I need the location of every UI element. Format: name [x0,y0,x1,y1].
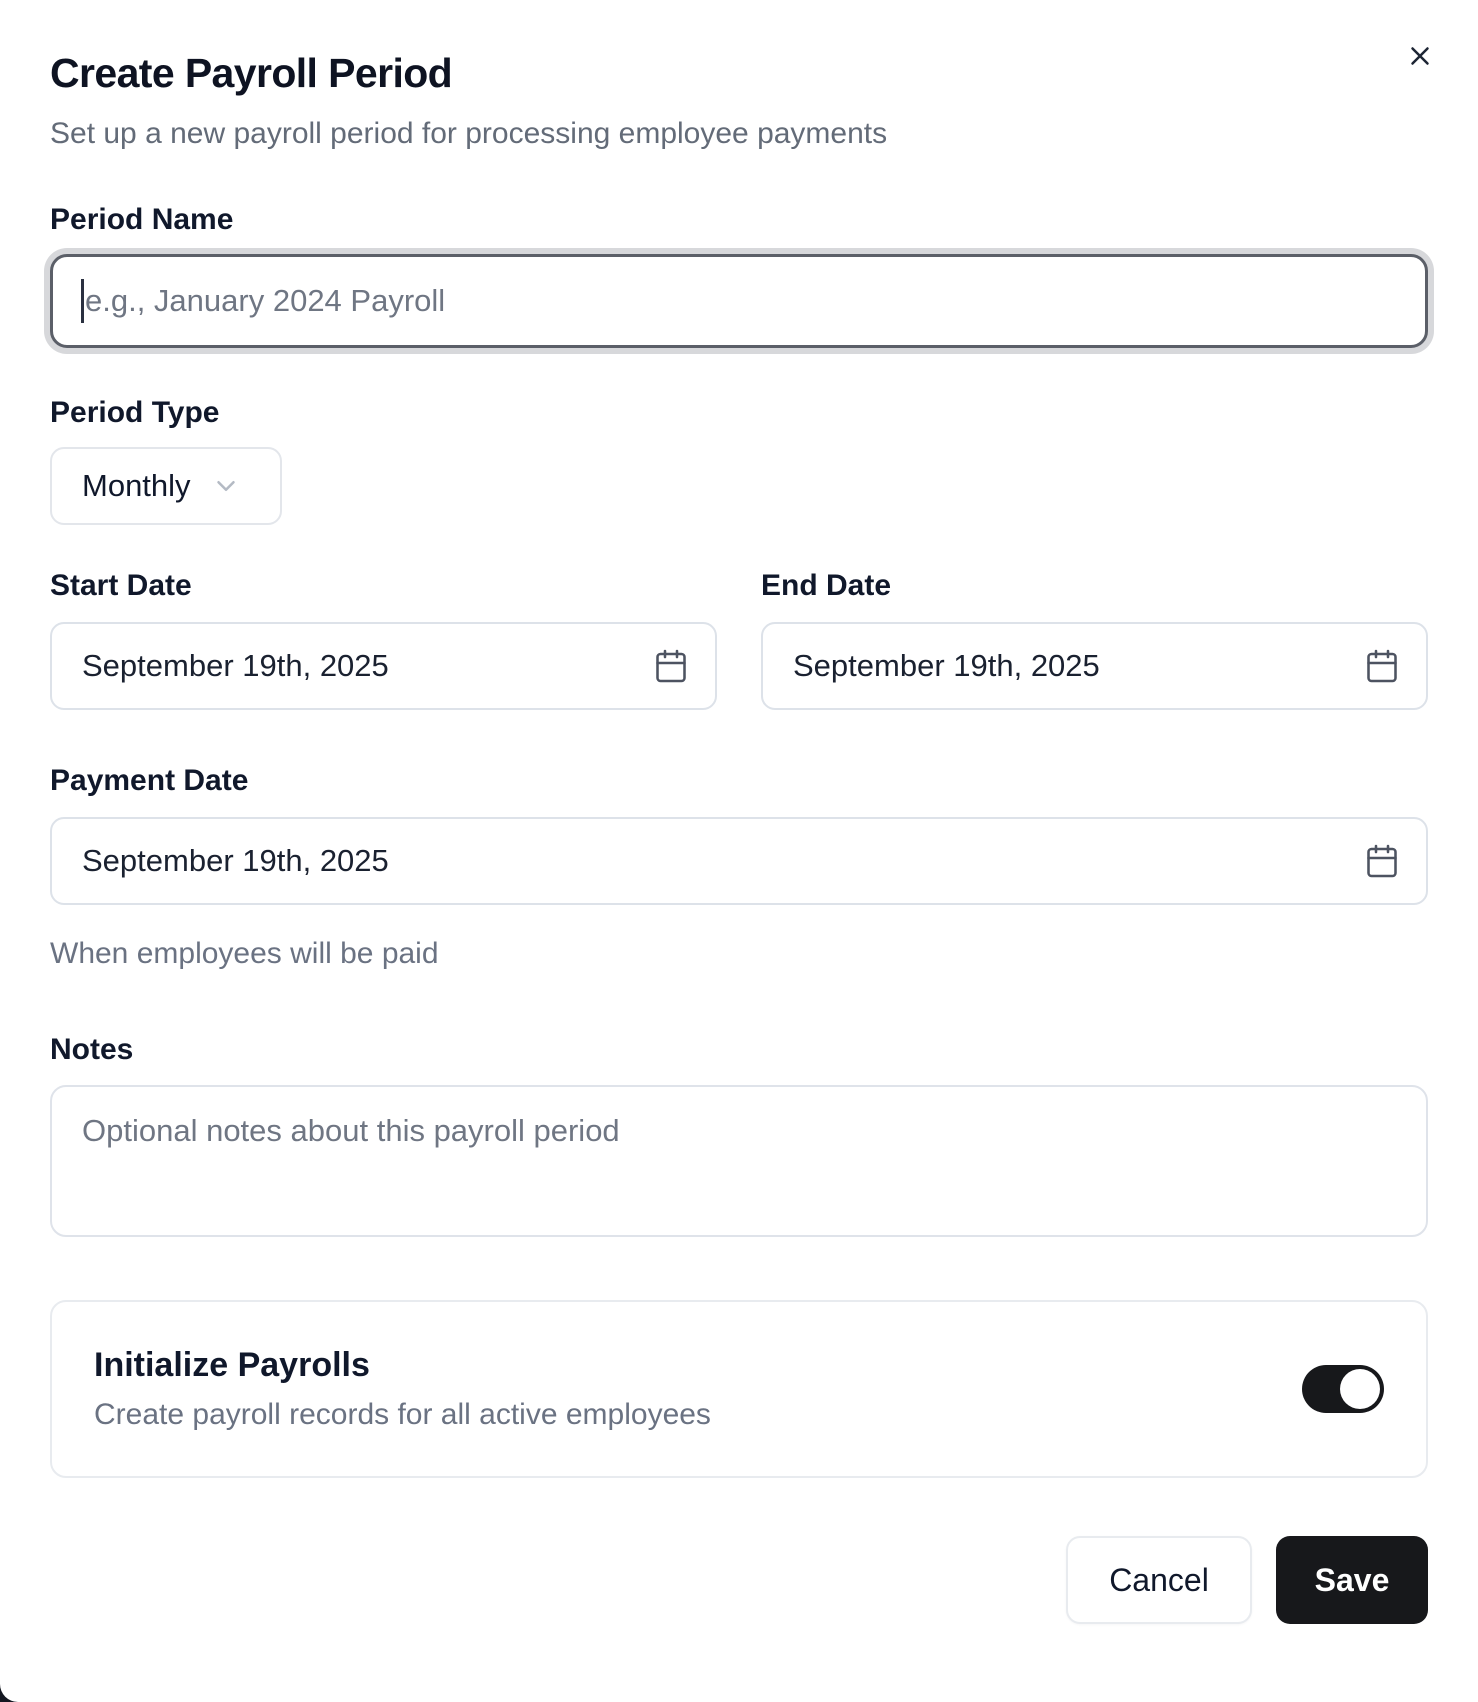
save-button[interactable]: Save [1276,1536,1428,1624]
notes-label: Notes [50,1033,134,1066]
start-date-group [50,567,717,710]
calendar-icon [1364,648,1400,684]
dialog-title: Create Payroll Period [50,50,453,96]
end-date-value: September 19th, 2025 [793,648,1100,683]
date-range-row [50,567,1428,710]
initialize-payrolls-title: Initialize Payrolls [94,1346,370,1384]
end-date-group [761,567,1428,710]
initialize-payrolls-card [50,1300,1428,1478]
payment-date-value: September 19th, 2025 [82,843,389,878]
period-name-field-wrap [50,254,1428,348]
payment-date-label: Payment Date [50,764,249,797]
dialog-subtitle: Set up a new payroll period for processing employee payments [50,117,888,150]
start-date-label: Start Date [50,569,192,602]
toggle-knob [1340,1369,1380,1409]
period-name-input[interactable] [50,254,1428,348]
start-date-value: September 19th, 2025 [82,648,389,683]
x-icon [1405,41,1435,71]
period-type-label: Period Type [50,396,220,429]
notes-textarea[interactable] [50,1085,1428,1237]
calendar-icon [653,648,689,684]
period-type-value: Monthly [82,468,191,503]
initialize-payrolls-description: Create payroll records for all active employees [94,1398,711,1431]
calendar-icon [1364,843,1400,879]
initialize-payrolls-toggle[interactable] [1302,1365,1384,1413]
chevron-down-icon [211,471,241,501]
dialog-footer [50,1536,1428,1624]
initialize-payrolls-text [94,1344,711,1434]
text-caret [81,279,84,323]
start-date-picker[interactable] [50,622,717,710]
payment-date-helper: When employees will be paid [50,937,439,970]
cancel-button[interactable]: Cancel [1066,1536,1252,1624]
payment-date-picker[interactable] [50,817,1428,905]
period-name-label: Period Name [50,203,234,236]
end-date-picker[interactable] [761,622,1428,710]
close-button[interactable] [1398,34,1442,78]
end-date-label: End Date [761,569,892,602]
period-type-select[interactable] [50,447,282,525]
